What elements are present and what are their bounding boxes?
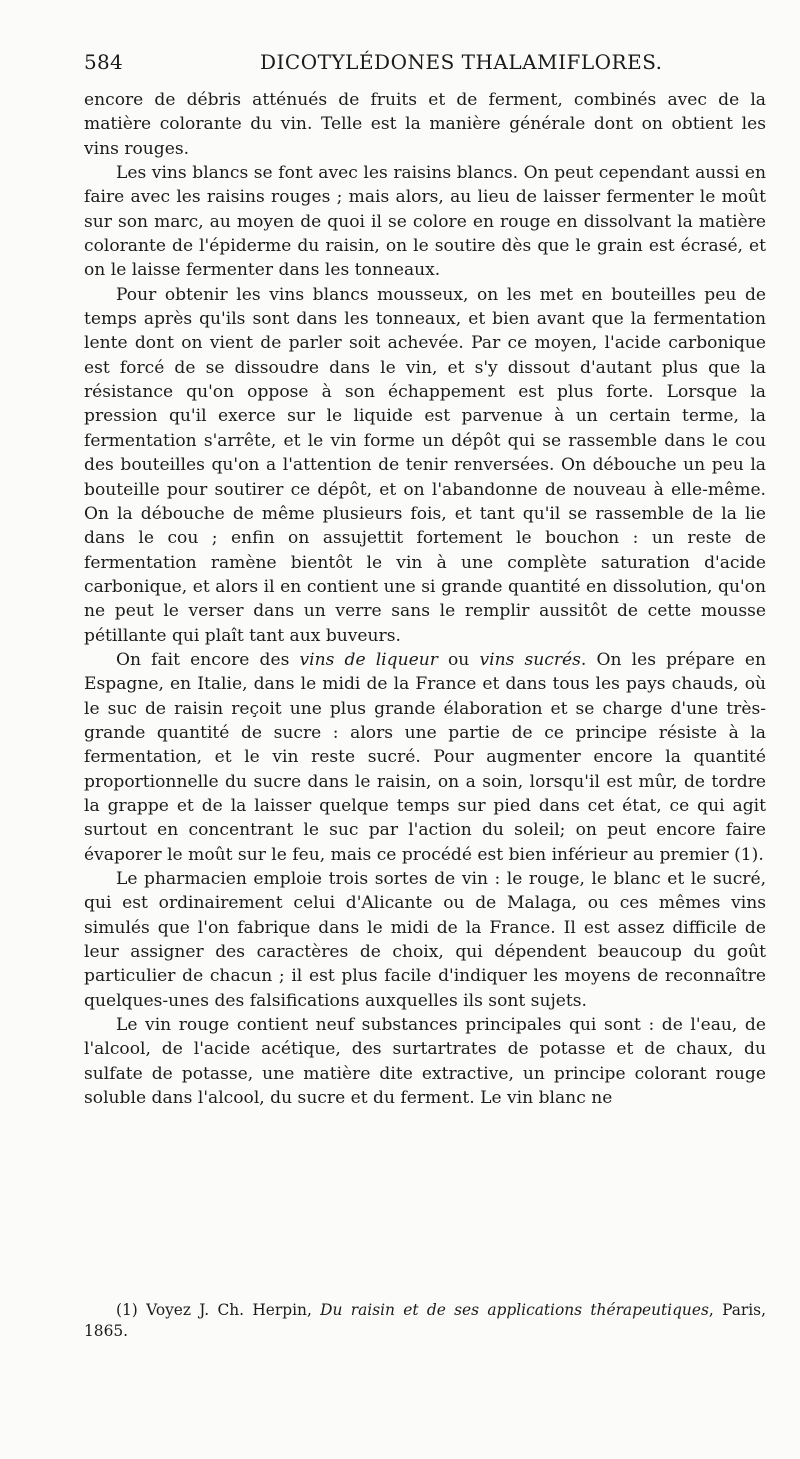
paragraph	[84, 867, 766, 1013]
text-run: ou	[437, 649, 480, 670]
text-run: Le vin rouge contient neuf substances principales qui sont : de l'eau, de l'alcool, de l'acide acétique, des surtartrates de potasse et de chaux, du sulfate de potasse, une matière dite extractive, un principe colorant rouge soluble dans l'alcool, du sucre et du ferment. Le vin blanc ne	[84, 1015, 766, 1109]
running-title: DICOTYLÉDONES THALAMIFLORES.	[260, 50, 663, 74]
text-run: . On les prépare en Espagne, en Italie, dans le midi de la France et dans tous les pays chauds, où le suc de raisin reçoit une plus grande élaboration et se charge d'une très-grande quantité de sucre : alors une partie de ce principe résiste à la fermentation, et le vin reste sucré. Pour augmenter encore la quantité proportionnelle du sucre dans le raisin, on a soin, lorsqu'il est mûr, de tordre la grappe et de la laisser quelque temps sur pied dans cet état, ce qui agit surtout en concentrant le suc par l'action du soleil; on peut encore faire évaporer le moût sur le feu, mais ce procédé est bien inférieur au premier (1).	[84, 649, 766, 865]
page-number: 584	[84, 50, 124, 74]
italic-text-run: vins de liqueur	[299, 649, 438, 670]
paragraph	[84, 88, 766, 161]
running-head	[84, 50, 780, 78]
paragraph	[84, 283, 766, 648]
paragraph	[84, 1013, 766, 1110]
footnote	[84, 1300, 766, 1342]
text-run: Le pharmacien emploie trois sortes de vin : le rouge, le blanc et le sucré, qui est ordinairement celui d'Alicante ou de Malaga, ou ces mêmes vins simulés que l'on fabrique dans le midi de la France. Il est assez difficile de leur assigner des caractères de choix, qui dépendent beaucoup du goût particulier de chacun ; il est plus facile d'indiquer les moyens de reconnaître quelques-unes des falsifications auxquelles ils sont sujets.	[84, 869, 766, 1011]
text-run: Les vins blancs se font avec les raisins blancs. On peut cependant aussi en faire avec les raisins rouges ; mais alors, au lieu de laisser fermenter le moût sur son marc, au moyen de quoi il se colore en rouge en dissolvant la matière colorante de l'épiderme du raisin, on le soutire dès que le grain est écrasé, et on le laisse fermenter dans les tonneaux.	[84, 163, 766, 281]
text-run: (1) Voyez J. Ch. Herpin,	[116, 1301, 321, 1319]
italic-text-run: Du raisin et de ses applications thérapeutiques	[320, 1301, 709, 1319]
text-run: Pour obtenir les vins blancs mousseux, on les met en bouteilles peu de temps après qu'ils sont dans les tonneaux, et bien avant que la fermentation lente dont on vient de parler soit achevée. Par ce moyen, l'acide carbonique est forcé de se dissoudre dans le vin, et s'y dissout d'autant plus que la résistance qu'on oppose à son échappement est plus forte. Lorsque la pression qu'il exerce sur le liquide est parvenue à un certain terme, la fermentation s'arrête, et le vin forme un dépôt qui se rassemble dans le cou des bouteilles qu'on a l'attention de tenir renversées. On débouche un peu la bouteille pour soutirer ce dépôt, et on l'abandonne de nouveau à elle-même. On la débouche de même plusieurs fois, et tant qu'il se rassemble de la lie dans le cou ; enfin on assujettit fortement le bouchon : un reste de fermentation ramène bientôt le vin à une complète saturation d'acide carbonique, et alors il en contient une si grande quantité en dissolution, qu'on ne peut le verser dans un verre sans le remplir aussitôt de cette mousse pétillante qui plaît tant aux buveurs.	[84, 284, 766, 646]
text-run: , Paris, 1865.	[84, 1301, 766, 1340]
text-run: On fait encore des	[116, 649, 300, 670]
italic-text-run: vins sucrés	[479, 649, 581, 670]
body-text	[84, 88, 766, 1110]
text-run: encore de débris atténués de fruits et de ferment, combinés avec de la matière colorante du vin. Telle est la manière générale dont on obtient les vins rouges.	[84, 90, 766, 159]
paragraph	[84, 648, 766, 867]
paragraph	[84, 161, 766, 283]
footnotes	[84, 1300, 766, 1342]
